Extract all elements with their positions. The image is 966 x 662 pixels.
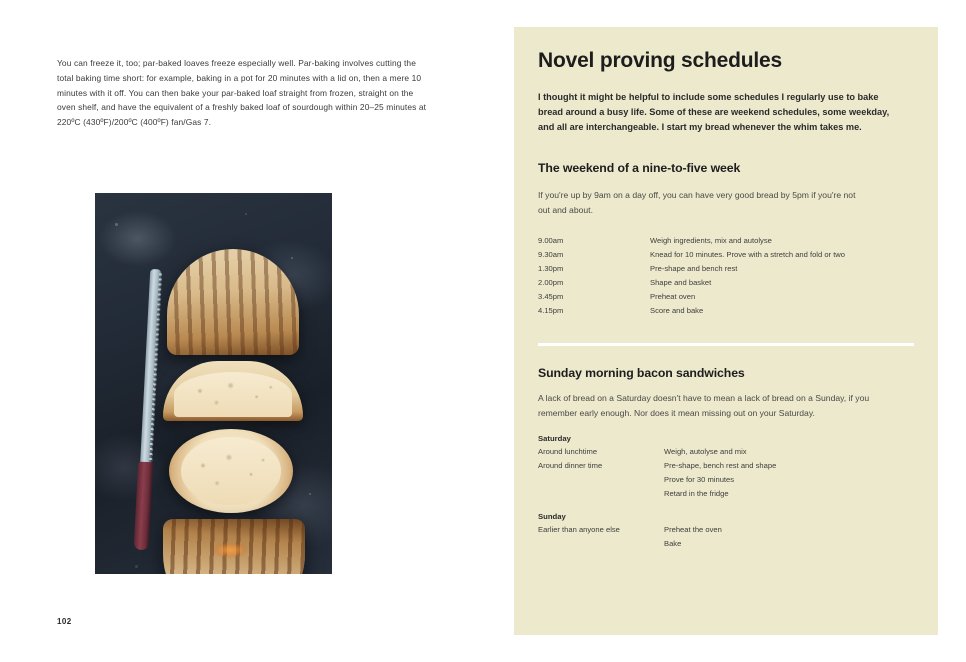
day-heading-saturday: Saturday — [538, 434, 571, 444]
schedule-time: 4.15pm — [538, 306, 564, 316]
schedule-when: Around dinner time — [538, 461, 603, 471]
section-heading-sunday: Sunday morning bacon sandwiches — [538, 366, 745, 381]
bread-crumb — [174, 372, 292, 418]
schedule-task: Pre-shape, bench rest and shape — [664, 461, 777, 471]
loaf-top-half — [167, 249, 299, 355]
schedule-task: Retard in the fridge — [664, 489, 729, 499]
schedule-time: 9.00am — [538, 236, 564, 246]
left-page-body-text: You can freeze it, too; par-baked loaves freeze especially well. Par-baking involves cutting the total baking time short: for example, baking in a pot for 20 minutes with a lid on, then a mere 10 minutes with it off. You can then bake your par-baked loaf straight from frozen, straight on the oven shelf, and have the equivalent of a freshly baked loaf of sourdough within 20–25 minutes at 220ºC (430ºF)/200ºC (400ºF) fan/Gas 7. — [57, 58, 427, 127]
schedule-when — [538, 473, 664, 487]
table-row — [538, 249, 845, 263]
schedule-task: Preheat oven — [650, 292, 696, 302]
table-row — [538, 445, 776, 459]
schedule-when — [538, 537, 664, 551]
table-row — [538, 537, 722, 551]
loaf-scoring-marks — [167, 249, 299, 355]
day-heading-sunday: Sunday — [538, 512, 566, 522]
sunday-schedule-table — [538, 523, 722, 551]
schedule-when: Earlier than anyone else — [538, 525, 620, 535]
schedule-task: Knead for 10 minutes. Prove with a stretch and fold or two — [650, 250, 846, 260]
schedule-when: Around lunchtime — [538, 447, 598, 457]
table-row — [538, 277, 845, 291]
schedule-task: Bake — [664, 539, 682, 549]
schedule-task: Pre-shape and bench rest — [650, 264, 738, 274]
photo-speck — [115, 223, 118, 226]
section-divider — [538, 343, 914, 346]
bread-crumb — [181, 437, 280, 504]
section-one-paragraph: If you're up by 9am on a day off, you can have very good bread by 5pm if you're not out and about. — [538, 190, 856, 215]
table-row — [538, 459, 776, 473]
schedule-time: 1.30pm — [538, 264, 564, 274]
schedule-task: Weigh ingredients, mix and autolyse — [650, 236, 772, 246]
schedule-time: 2.00pm — [538, 278, 564, 288]
photo-speck — [135, 565, 138, 568]
schedule-task: Shape and basket — [650, 278, 712, 288]
bread-slice-round — [169, 429, 293, 513]
schedule-task: Preheat the oven — [664, 525, 722, 535]
page-number: 102 — [57, 617, 72, 626]
sourdough-photo — [95, 193, 332, 574]
table-row — [538, 291, 845, 305]
right-page — [514, 27, 938, 635]
saturday-schedule-table — [538, 445, 776, 501]
table-row — [538, 473, 776, 487]
saturday-block — [538, 434, 914, 501]
schedule-time: 3.45pm — [538, 292, 564, 302]
section-heading-weekend: The weekend of a nine-to-five week — [538, 161, 741, 175]
schedule-task: Weigh, autolyse and mix — [664, 447, 747, 457]
table-row — [538, 487, 776, 501]
intro-paragraph: I thought it might be helpful to include some schedules I regularly use to bake bread around a busy life. Some of these are weekend schedules, some weekday, and all are interchangeable. I start my bread whenever the whim takes me. — [538, 92, 890, 132]
schedule-time: 9.30am — [538, 250, 564, 260]
section-two-paragraph: A lack of bread on a Saturday doesn't have to mean a lack of bread on a Sunday, if you remember early enough. Nor does it mean missing out on your Saturday. — [538, 393, 870, 418]
photo-speck — [309, 493, 311, 495]
schedule-task: Prove for 30 minutes — [664, 475, 735, 485]
schedule-when — [538, 487, 664, 501]
sunday-block — [538, 512, 914, 551]
photo-speck — [245, 213, 247, 215]
right-page-content — [538, 49, 914, 562]
table-row — [538, 235, 845, 249]
weekend-schedule-table — [538, 235, 845, 319]
crust-highlight — [213, 543, 247, 557]
page-title: Novel proving schedules — [538, 49, 782, 72]
table-row — [538, 263, 845, 277]
schedule-task: Score and bake — [650, 306, 704, 316]
table-row — [538, 305, 845, 319]
table-row — [538, 523, 722, 537]
